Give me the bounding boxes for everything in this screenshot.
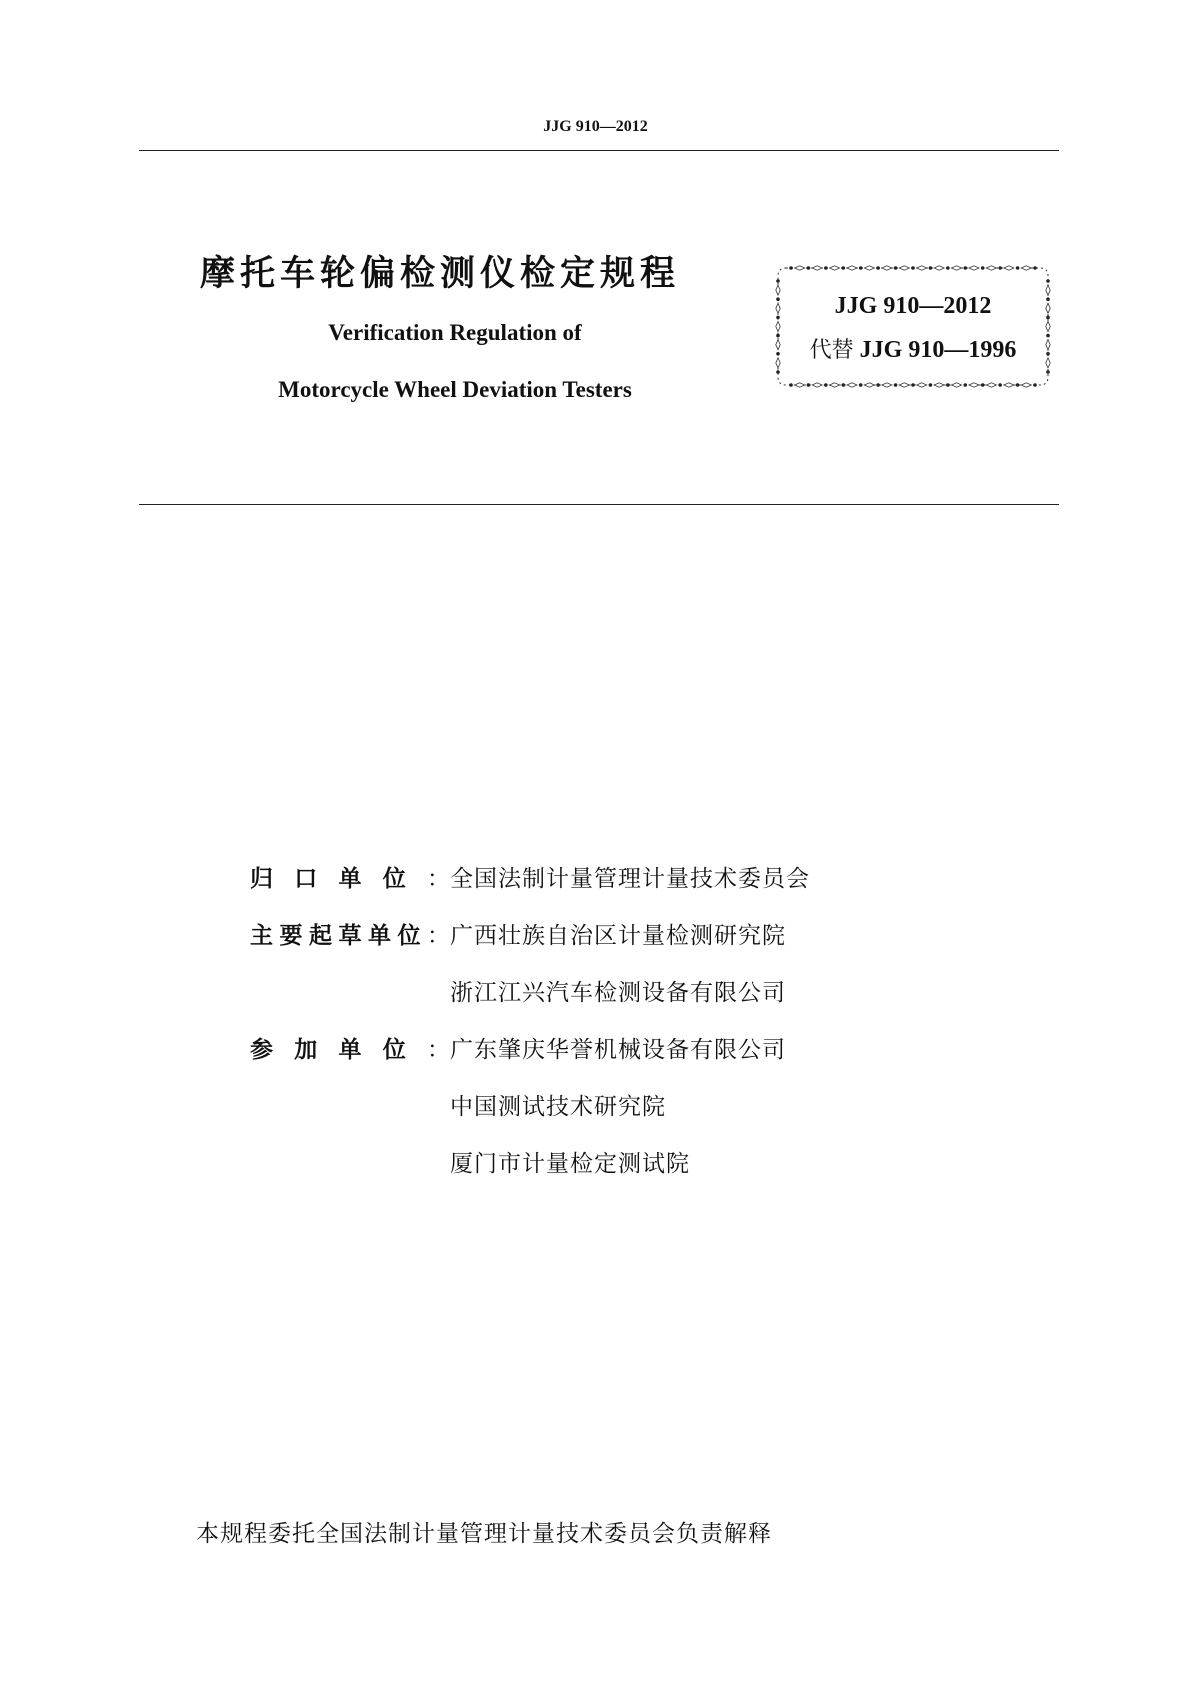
title-english-line2: Motorcycle Wheel Deviation Testers <box>278 377 632 402</box>
footer-interpretation-note: 本规程委托全国法制计量管理计量技术委员会负责解释 <box>196 1521 772 1547</box>
unit-label-char: 加 <box>294 1036 318 1063</box>
border-diamond <box>795 266 805 270</box>
border-dot <box>807 266 811 270</box>
border-dot <box>1033 383 1037 387</box>
unit-value: 厦门市计量检定测试院 <box>450 1150 690 1177</box>
border-diamond <box>812 383 822 387</box>
replaced-standard-number: JJG 910—1996 <box>859 337 1017 363</box>
border-dot <box>963 266 967 270</box>
border-diamond <box>847 383 857 387</box>
border-dot <box>1033 266 1037 270</box>
border-dot <box>789 383 793 387</box>
border-dot <box>859 383 863 387</box>
border-dot <box>776 279 780 283</box>
border-dot <box>963 383 967 387</box>
unit-label-char: 要 <box>279 922 303 949</box>
unit-value: 全国法制计量管理计量技术委员会 <box>450 865 810 892</box>
border-dot <box>1016 266 1020 270</box>
unit-row <box>250 913 786 953</box>
border-diamond <box>882 383 892 387</box>
border-dot <box>998 266 1002 270</box>
border-dot <box>929 266 933 270</box>
border-dot <box>1046 370 1050 374</box>
border-dot <box>841 266 845 270</box>
border-diamond <box>1021 383 1031 387</box>
unit-label-colon: ： <box>427 922 450 949</box>
border-dot <box>1016 383 1020 387</box>
unit-row <box>250 1027 786 1067</box>
unit-value: 中国测试技术研究院 <box>450 1093 666 1120</box>
unit-label-char: 归 <box>250 865 273 892</box>
border-outline <box>778 268 1048 385</box>
border-diamond <box>899 266 909 270</box>
border-diamond <box>830 383 840 387</box>
border-diamond <box>952 383 962 387</box>
border-dot <box>894 383 898 387</box>
border-dot <box>876 383 880 387</box>
unit-label-char: 起 <box>309 922 332 949</box>
border-dot <box>929 383 933 387</box>
border-dot <box>911 266 915 270</box>
border-diamond <box>864 383 874 387</box>
border-dot <box>946 383 950 387</box>
title-english-line1: Verification Regulation of <box>328 320 582 345</box>
unit-label-char: 单 <box>338 1036 362 1063</box>
unit-label-char: 主 <box>250 922 273 949</box>
border-diamond <box>1004 266 1014 270</box>
border-diamond <box>776 322 780 332</box>
border-diamond <box>917 266 927 270</box>
border-diamond <box>1004 383 1014 387</box>
border-diamond <box>969 383 979 387</box>
border-diamond <box>1021 266 1031 270</box>
border-diamond <box>795 383 805 387</box>
border-dot <box>946 266 950 270</box>
border-dot <box>859 266 863 270</box>
border-diamond <box>986 266 996 270</box>
border-dot <box>807 383 811 387</box>
decorative-border <box>773 263 1053 390</box>
unit-label-char: 草 <box>338 922 362 949</box>
title-chinese: 摩托车轮偏检测仪检定规程 <box>200 254 681 294</box>
unit-row <box>250 856 810 896</box>
unit-row <box>250 970 786 1010</box>
unit-row <box>250 1084 666 1124</box>
title-bottom-rule <box>139 504 1059 505</box>
border-diamond <box>830 266 840 270</box>
border-dot <box>998 383 1002 387</box>
border-dot <box>841 383 845 387</box>
unit-label-char: 位 <box>382 865 406 892</box>
border-dot <box>894 266 898 270</box>
border-dot <box>911 383 915 387</box>
replaces-prefix: 代替 <box>809 338 854 363</box>
border-diamond <box>934 383 944 387</box>
replaces-line <box>773 333 1053 364</box>
border-dot <box>981 266 985 270</box>
border-dot <box>789 266 793 270</box>
standard-number-box <box>773 263 1053 390</box>
unit-label-colon: ： <box>427 1036 450 1063</box>
border-diamond <box>986 383 996 387</box>
border-diamond <box>847 266 857 270</box>
border-diamond <box>1046 322 1050 332</box>
border-dot <box>824 383 828 387</box>
border-dot <box>1046 279 1050 283</box>
unit-label <box>250 1031 450 1064</box>
unit-label-char: 单 <box>338 865 362 892</box>
border-diamond <box>952 266 962 270</box>
unit-row <box>250 1141 690 1181</box>
unit-label-char: 参 <box>250 1036 273 1063</box>
unit-label <box>250 917 450 950</box>
standard-number: JJG 910—2012 <box>834 293 992 319</box>
unit-label-char: 单 <box>368 922 391 949</box>
border-dot <box>876 266 880 270</box>
unit-label-colon: ： <box>427 865 450 892</box>
border-dot <box>981 383 985 387</box>
border-diamond <box>899 383 909 387</box>
border-dot <box>824 266 828 270</box>
header-standard-code: JJG 910—2012 <box>543 118 648 135</box>
border-dot <box>776 370 780 374</box>
border-diamond <box>882 266 892 270</box>
border-diamond <box>917 383 927 387</box>
unit-label-char: 口 <box>294 865 318 892</box>
unit-value: 浙江江兴汽车检测设备有限公司 <box>450 979 786 1006</box>
unit-label <box>250 860 450 893</box>
border-diamond <box>864 266 874 270</box>
unit-label-char: 位 <box>382 1036 406 1063</box>
header-rule <box>139 150 1059 151</box>
border-diamond <box>812 266 822 270</box>
unit-value: 广西壮族自治区计量检测研究院 <box>450 922 786 949</box>
unit-value: 广东肇庆华誉机械设备有限公司 <box>450 1036 786 1063</box>
unit-label-char: 位 <box>397 922 421 949</box>
border-diamond <box>934 266 944 270</box>
border-diamond <box>969 266 979 270</box>
